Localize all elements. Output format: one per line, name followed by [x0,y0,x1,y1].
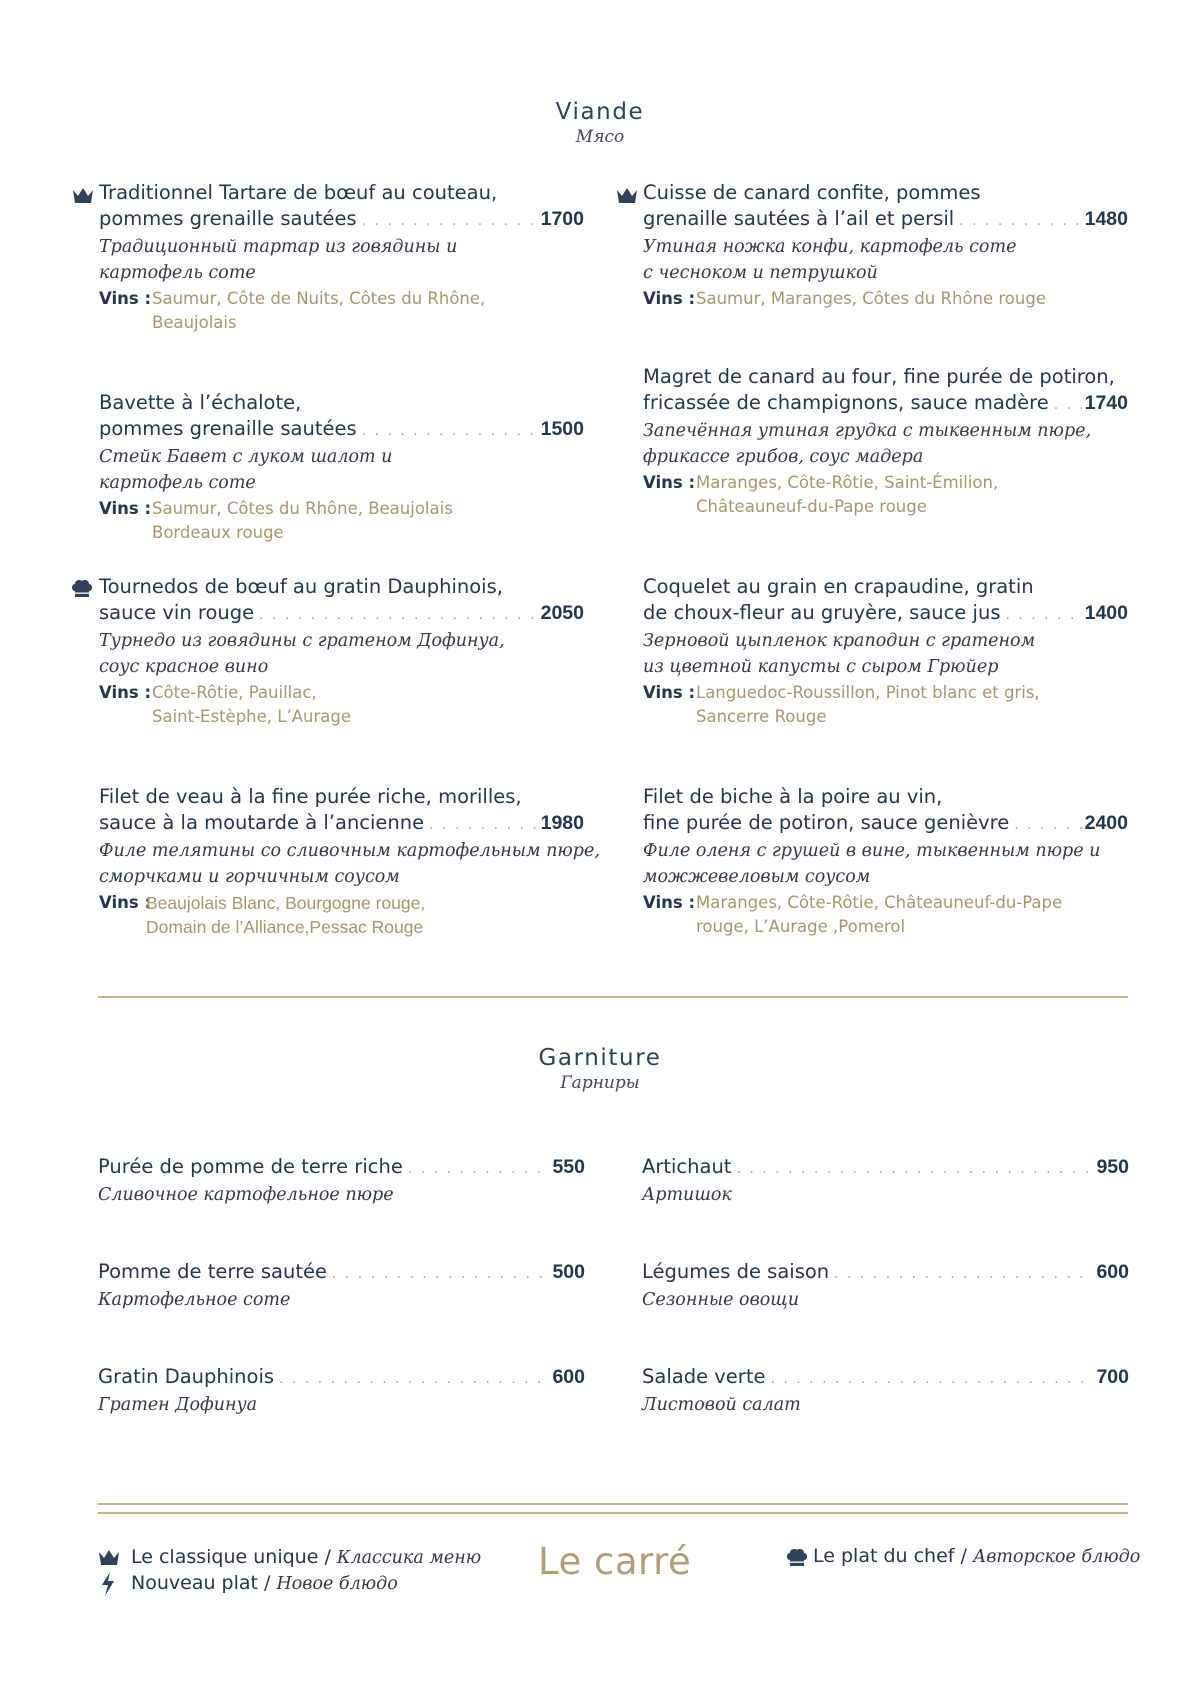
wine-list-line: Maranges, Côte-Rôtie, Châteauneuf-du-Pape [696,893,1063,912]
wine-list-line: Châteauneuf-du-Pape rouge [696,497,927,516]
dish-item [99,390,584,545]
wine-list-line: Saint-Estèphe, L’Aurage [152,707,351,726]
wine-list-line: Maranges, Côte-Rôtie, Saint-Émilion, [696,473,999,492]
wine-pairing [643,681,1128,729]
dish-price: 2050 [540,602,584,624]
dot-leader [408,1156,550,1182]
wine-list-line: Domain de l’Alliance,Pessac Rouge [146,917,424,937]
dish-price: 1400 [1084,602,1128,624]
wine-pairing [643,287,1128,311]
side-item [642,1154,1129,1208]
dish-translation: Традиционный тартар из говядины и [99,237,458,257]
side-price: 600 [552,1366,585,1388]
dish-name-line: sauce à la moutarde à l’ancienne [99,811,425,834]
side-price: 500 [552,1261,585,1283]
side-translation: Сливочное картофельное пюре [98,1185,394,1205]
wines-label: Vins : [643,893,696,912]
dot-leader [332,1261,549,1287]
dish-name-line: fine purée de potiron, sauce genièvre [643,811,1010,834]
side-translation: Листовой салат [642,1395,801,1415]
dot-leader [362,208,538,234]
dot-leader [834,1261,1093,1287]
side-item [98,1154,585,1208]
dish-translation: фрикассе грибов, соус мадера [643,447,924,467]
wines-label: Vins : [643,289,696,308]
dish-name-price-line [643,390,1128,418]
dish-name-line: Traditionnel Tartare de bœuf au couteau, [99,181,498,204]
dish-name-line: pommes grenaille sautées [99,207,357,230]
section-header-viande [0,99,1200,147]
wine-list-line: Côte-Rôtie, Pauillac, [152,683,317,702]
section-subtitle: Гарниры [560,1073,640,1093]
dish-name-line: Bavette à l’échalote, [99,391,302,414]
dish-price: 1740 [1084,392,1128,414]
dish-item [643,364,1128,519]
dot-leader [1054,392,1082,418]
wine-pairing [643,891,1128,939]
dot-leader [279,1366,549,1392]
dish-translation: Зерновой цыпленок краподин с гратеном [643,631,1036,651]
dot-leader [429,812,537,838]
crown-icon [616,186,638,206]
dot-leader [1014,812,1081,838]
wines-label: Vins : [643,473,696,492]
restaurant-logo: Le carré [538,1540,692,1583]
dot-leader [1005,602,1081,628]
legend-label: Le classique unique / [131,1546,331,1568]
wine-list-line: Languedoc-Roussillon, Pinot blanc et gris, [696,683,1040,702]
dish-item [643,784,1128,939]
side-item [642,1364,1129,1418]
dish-name-line: Cuisse de canard confite, pommes [643,181,981,204]
dot-leader [959,208,1081,234]
dish-translation: Филе телятины со сливочным картофельным пюре, [99,841,600,861]
wines-label: Vins : [99,893,152,912]
dish-name-price-line [99,416,584,444]
dish-price: 1500 [540,418,584,440]
wine-list-line: Beaujolais Blanc, Bourgogne rouge, [146,893,426,913]
legend-translation: Авторское блюдо [972,1547,1141,1567]
side-translation: Картофельное соте [98,1290,291,1310]
wine-pairing [99,287,584,335]
dish-price: 1700 [540,208,584,230]
dish-name-line: pommes grenaille sautées [99,417,357,440]
wine-pairing [643,471,1128,519]
wine-list-line: Beaujolais [152,313,237,332]
dish-name-line: sauce vin rouge [99,601,255,624]
wine-list-line: Saumur, Côte de Nuits, Côtes du Rhône, [152,289,486,308]
dish-translation: с чесноком и петрушкой [643,263,878,283]
section-header-garniture [0,1045,1200,1093]
side-name: Salade verte [642,1365,766,1388]
dish-name-price-line [99,810,584,838]
dot-leader [362,418,538,444]
wine-list-line: Saumur, Côtes du Rhône, Beaujolais [152,499,453,518]
legend-chef [813,1543,1140,1570]
legend-new [131,1570,398,1597]
footer-divider [98,1503,1128,1505]
wines-label: Vins : [99,683,152,702]
dish-name-line: Filet de veau à la fine purée riche, morilles, [99,785,522,808]
dish-translation: из цветной капусты с сыром Грюйер [643,657,999,677]
footer-divider [98,1512,1128,1514]
wine-list-line: Sancerre Rouge [696,707,827,726]
section-title: Viande [555,99,645,125]
legend-label: Le plat du chef / [813,1545,967,1567]
lightning-icon [100,1572,116,1596]
wine-list-line: rouge, L’Aurage ,Pomerol [696,917,906,936]
dish-price: 1480 [1084,208,1128,230]
side-price: 950 [1096,1156,1129,1178]
wine-pairing [99,681,584,729]
chef-hat-icon [70,578,94,600]
side-price: 550 [552,1156,585,1178]
wine-list-line: Saumur, Maranges, Côtes du Rhône rouge [696,289,1046,308]
dish-translation: Турнедо из говядины с гратеном Дофинуа, [99,631,505,651]
dish-item [99,180,584,335]
dish-name-price-line [643,810,1128,838]
dish-name-line: fricassée de champignons, sauce madère [643,391,1049,414]
section-title: Garniture [538,1045,662,1071]
wines-label: Vins : [99,499,152,518]
crown-icon [98,1548,120,1568]
side-name: Pomme de terre sautée [98,1260,327,1283]
dish-name-price-line [643,206,1128,234]
section-divider [98,996,1128,998]
dot-leader [259,602,537,628]
dot-leader [770,1366,1093,1392]
dot-leader [736,1156,1093,1182]
dish-translation: картофель соте [99,473,256,493]
dish-name-price-line [99,600,584,628]
dish-name-line: Filet de biche à la poire au vin, [643,785,943,808]
wine-pairing [99,891,584,939]
legend-translation: Новое блюдо [276,1574,398,1594]
crown-icon [72,186,94,206]
chef-hat-icon [785,1547,809,1569]
side-item [642,1259,1129,1313]
dish-translation: Филе оленя с грушей в вине, тыквенным пюре и [643,841,1101,861]
side-price: 600 [1096,1261,1129,1283]
wines-label: Vins : [643,683,696,702]
dish-item [99,784,600,939]
side-name: Gratin Dauphinois [98,1365,275,1388]
dish-name-line: Coquelet au grain en crapaudine, gratin [643,575,1034,598]
side-name: Légumes de saison [642,1260,830,1283]
section-subtitle: Мясо [575,127,625,147]
dish-translation: картофель соте [99,263,256,283]
dish-price: 1980 [540,812,584,834]
wines-label: Vins : [99,289,152,308]
dish-name-line: Tournedos de bœuf au gratin Dauphinois, [99,575,503,598]
wine-pairing [99,497,584,545]
dish-item [643,180,1128,311]
dish-price: 2400 [1084,812,1128,834]
side-name: Artichaut [642,1155,732,1178]
dish-translation: сморчками и горчичным соусом [99,867,400,887]
wine-list-line: Bordeaux rouge [152,523,284,542]
dish-item [643,574,1128,729]
side-translation: Сезонные овощи [642,1290,800,1310]
side-translation: Гратен Дофинуа [98,1395,258,1415]
dish-translation: Запечённая утиная грудка с тыквенным пюре, [643,421,1092,441]
legend-classic [131,1544,481,1571]
dish-name-price-line [643,600,1128,628]
dish-name-price-line [99,206,584,234]
dish-translation: Утиная ножка конфи, картофель соте [643,237,1017,257]
side-item [98,1364,585,1418]
side-price: 700 [1096,1366,1129,1388]
dish-name-line: de choux-fleur au gruyère, sauce jus [643,601,1001,624]
side-item [98,1259,585,1313]
dish-translation: можжевеловым соусом [643,867,871,887]
dish-translation: соус красное вино [99,657,269,677]
dish-item [99,574,584,729]
dish-translation: Стейк Бавет с луком шалот и [99,447,393,467]
side-translation: Артишок [642,1185,732,1205]
legend-translation: Классика меню [336,1548,482,1568]
dish-name-line: grenaille sautées à l’ail et persil [643,207,955,230]
legend-label: Nouveau plat / [131,1572,271,1594]
side-name: Purée de pomme de terre riche [98,1155,403,1178]
dish-name-line: Magret de canard au four, fine purée de potiron, [643,365,1115,388]
